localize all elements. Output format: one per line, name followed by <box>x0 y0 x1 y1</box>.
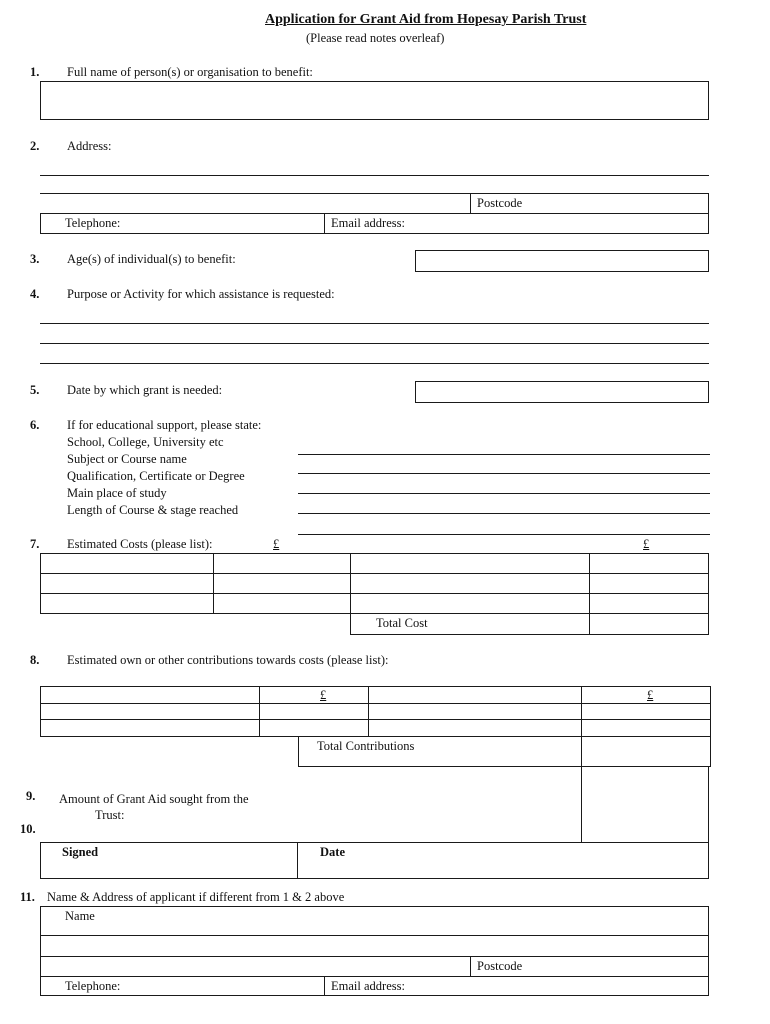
q2-postcode-label: Postcode <box>477 196 523 210</box>
q6-number: 6. <box>30 418 40 432</box>
q8-item-2-amount[interactable] <box>582 704 710 719</box>
divider <box>708 767 709 843</box>
q7-item-3-description[interactable] <box>41 574 212 593</box>
q6-school-field[interactable] <box>298 433 710 454</box>
q9-amount-field[interactable] <box>582 768 707 842</box>
divider <box>297 842 298 879</box>
q11-postcode-label: Postcode <box>477 959 523 973</box>
q10-date-label: Date <box>320 845 345 859</box>
q7-total-field[interactable] <box>590 615 708 634</box>
q6-subject-field[interactable] <box>298 455 710 473</box>
q2-telephone-label: Telephone: <box>65 216 121 230</box>
q7-currency-left: £ <box>273 537 280 551</box>
q2-address-line-3[interactable] <box>40 194 470 213</box>
q10-signature-field[interactable] <box>110 843 296 878</box>
q6-place-field[interactable] <box>298 494 710 513</box>
q6-field-label-qualification: Qualification, Certificate or Degree <box>67 469 245 483</box>
q10-number: 10. <box>20 822 36 836</box>
q11-email-label: Email address: <box>331 979 405 993</box>
q10-signed-label: Signed <box>62 845 99 859</box>
q8-item-3-description[interactable] <box>41 720 258 736</box>
q8-item-2-description[interactable] <box>369 704 580 719</box>
q1-label: Full name of person(s) or organisation to benefit: <box>67 65 313 79</box>
q7-item-6-description[interactable] <box>351 594 588 613</box>
q8-item-4-amount[interactable] <box>582 720 710 736</box>
q11-name-field[interactable] <box>105 907 708 935</box>
q11-label: Name & Address of applicant if different from 1 & 2 above <box>47 890 345 904</box>
q8-number: 8. <box>30 653 40 667</box>
divider <box>350 634 709 635</box>
q7-item-5-amount[interactable] <box>214 594 349 613</box>
q9-label-line2: Trust: <box>95 808 125 822</box>
q7-item-6-amount[interactable] <box>590 594 708 613</box>
q2-address-line-2[interactable] <box>40 176 709 194</box>
divider <box>298 766 710 767</box>
q6-label: If for educational support, please state: <box>67 418 262 432</box>
divider <box>324 976 325 996</box>
q4-purpose-line-1[interactable] <box>40 303 709 323</box>
q7-item-3-amount[interactable] <box>214 574 349 593</box>
q10-date-field[interactable] <box>355 843 708 878</box>
q7-item-4-amount[interactable] <box>590 574 708 593</box>
q4-label: Purpose or Activity for which assistance is requested: <box>67 287 335 301</box>
q1-name-field[interactable] <box>40 81 709 120</box>
divider <box>470 193 471 213</box>
q6-field-label-school: School, College, University etc <box>67 435 224 449</box>
q7-item-1-description[interactable] <box>41 554 212 573</box>
q9-label: Amount of Grant Aid sought from the <box>59 792 249 806</box>
q7-item-4-description[interactable] <box>351 574 588 593</box>
q7-number: 7. <box>30 537 40 551</box>
q11-telephone-label: Telephone: <box>65 979 121 993</box>
page-subtitle: (Please read notes overleaf) <box>306 31 445 45</box>
q2-email-label: Email address: <box>331 216 405 230</box>
q2-address-line-1[interactable] <box>40 155 709 176</box>
q2-label: Address: <box>67 139 112 153</box>
q8-item-4-description[interactable] <box>369 720 580 736</box>
q7-item-5-description[interactable] <box>41 594 212 613</box>
q9-number: 9. <box>26 789 36 803</box>
q8-currency-left: £ <box>320 688 327 702</box>
q5-date-field[interactable] <box>415 381 709 403</box>
q4-purpose-line-3[interactable] <box>40 344 709 363</box>
q8-item-1-description[interactable] <box>41 704 258 719</box>
q4-number: 4. <box>30 287 40 301</box>
page-title: Application for Grant Aid from Hopesay Parish Trust <box>265 12 587 27</box>
q6-field-label-place: Main place of study <box>67 486 167 500</box>
q8-total-field[interactable] <box>582 738 710 766</box>
q7-total-label: Total Cost <box>376 616 428 630</box>
q8-item-3-amount[interactable] <box>260 720 367 736</box>
q8-item-1-amount[interactable] <box>260 704 367 719</box>
divider <box>710 737 711 767</box>
q11-number: 11. <box>20 890 35 904</box>
q5-number: 5. <box>30 383 40 397</box>
q7-item-1-amount[interactable] <box>214 554 349 573</box>
q3-age-field[interactable] <box>415 250 709 272</box>
q6-qualification-field[interactable] <box>298 474 710 493</box>
q2-telephone-field[interactable] <box>135 214 323 233</box>
q3-number: 3. <box>30 252 40 266</box>
divider <box>324 213 325 234</box>
q6-length-field[interactable] <box>298 514 710 534</box>
divider <box>298 737 299 767</box>
q7-item-2-amount[interactable] <box>590 554 708 573</box>
divider <box>708 614 709 635</box>
divider <box>470 956 471 976</box>
q7-currency-right: £ <box>643 537 650 551</box>
q8-label: Estimated own or other contributions towards costs (please list): <box>67 653 389 667</box>
q5-label: Date by which grant is needed: <box>67 383 223 397</box>
q11-postcode-field[interactable] <box>540 957 708 976</box>
q2-postcode-field[interactable] <box>540 194 708 213</box>
q1-number: 1. <box>30 65 40 79</box>
q3-label: Age(s) of individual(s) to benefit: <box>67 252 236 266</box>
q6-field-label-subject: Subject or Course name <box>67 452 187 466</box>
q2-number: 2. <box>30 139 40 153</box>
q4-purpose-line-2[interactable] <box>40 324 709 343</box>
q11-name-label: Name <box>65 909 95 923</box>
q11-email-field[interactable] <box>418 977 708 995</box>
q2-email-field[interactable] <box>418 214 708 233</box>
q11-address-line-2[interactable] <box>41 957 469 976</box>
q11-telephone-field[interactable] <box>135 977 323 995</box>
q8-currency-right: £ <box>647 688 654 702</box>
q7-label: Estimated Costs (please list): <box>67 537 213 551</box>
q6-field-label-length: Length of Course & stage reached <box>67 503 239 517</box>
q11-address-line-1[interactable] <box>41 936 708 956</box>
q8-total-label: Total Contributions <box>317 739 415 753</box>
q7-item-2-description[interactable] <box>351 554 588 573</box>
